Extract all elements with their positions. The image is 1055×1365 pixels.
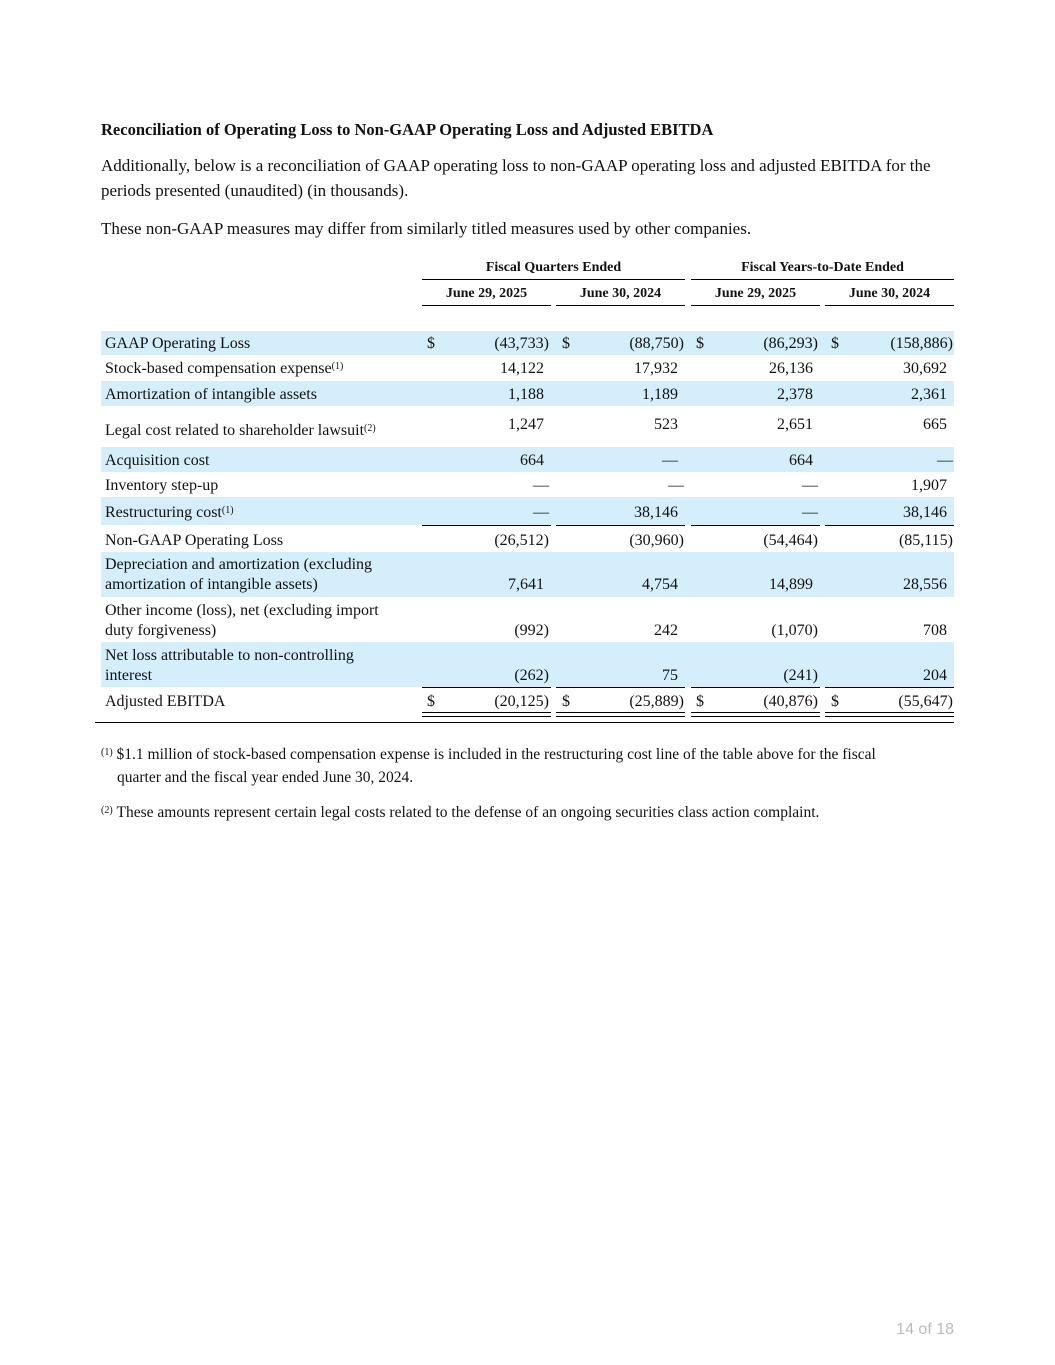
cell-value: 26,136 xyxy=(769,360,813,377)
cell-value: 14,122 xyxy=(500,360,544,377)
currency-symbol: $ xyxy=(696,335,704,352)
cell-value: 30,692 xyxy=(903,360,947,377)
currency-symbol: $ xyxy=(831,693,839,710)
cell-value: 14,899 xyxy=(769,576,813,593)
cell-value: 2,361 xyxy=(911,386,947,403)
column-header-ytd-2024: June 30, 2024 xyxy=(825,286,954,306)
footnote-marker: (1) xyxy=(101,747,113,758)
row-label: Adjusted EBITDA xyxy=(105,693,226,710)
currency-symbol: $ xyxy=(562,335,570,352)
group-header-fiscal-quarters: Fiscal Quarters Ended xyxy=(422,260,685,280)
cell-value: 4,754 xyxy=(642,576,678,593)
row-label: Non-GAAP Operating Loss xyxy=(105,532,284,549)
cell-value: 38,146 xyxy=(634,504,678,521)
cell-value: 7,641 xyxy=(508,576,544,593)
table-row-gaap-operating-loss xyxy=(101,331,954,355)
row-label: Inventory step-up xyxy=(105,477,219,494)
cell-value: 242 xyxy=(654,622,678,639)
row-label: duty forgiveness) xyxy=(105,622,217,639)
row-label: Restructuring cost$^{(1)}$ xyxy=(105,504,234,521)
cell-value: 75 xyxy=(662,667,678,684)
cell-value: (262) xyxy=(514,667,549,684)
table-row-depreciation-amortization xyxy=(101,552,954,597)
table-row-non-controlling-interest xyxy=(101,642,954,687)
table-row-legal-cost xyxy=(101,406,954,447)
subtotal-rule xyxy=(691,525,820,526)
row-label: Legal cost related to shareholder lawsuit$^{(2)}$ xyxy=(105,422,376,439)
subtotal-rule xyxy=(691,687,820,688)
footnote-text: quarter and the fiscal year ended June 30, 2024. xyxy=(117,769,414,786)
currency-symbol: $ xyxy=(427,693,435,710)
cell-value: 204 xyxy=(923,667,947,684)
disclaimer-paragraph: These non-GAAP measures may differ from similarly titled measures used by other companies. xyxy=(101,219,752,238)
footnote-2 xyxy=(101,801,961,824)
cell-value: — xyxy=(937,452,953,469)
column-header-q-2024: June 30, 2024 xyxy=(556,286,685,306)
cell-value: (20,125) xyxy=(494,693,549,710)
column-header-q-2025: June 29, 2025 xyxy=(422,286,551,306)
table-row-other-income xyxy=(101,597,954,642)
footnote-text: These amounts represent certain legal costs related to the defense of an ongoing securities class action complaint. xyxy=(116,804,820,821)
row-label: Net loss attributable to non-controlling xyxy=(105,647,354,664)
group-header-fiscal-ytd: Fiscal Years-to-Date Ended xyxy=(691,260,954,280)
table-row-acquisition-cost xyxy=(101,447,954,472)
cell-value: — xyxy=(662,452,678,469)
table-row-inventory-step-up xyxy=(101,472,954,497)
cell-value: — xyxy=(802,477,818,494)
footnote-marker: (2) xyxy=(101,805,113,816)
total-double-rule xyxy=(825,712,954,717)
cell-value: 1,188 xyxy=(508,386,544,403)
cell-value: 2,651 xyxy=(777,416,813,433)
cell-value: 1,907 xyxy=(911,477,947,494)
cell-value: (992) xyxy=(514,622,549,639)
intro-paragraph: Additionally, below is a reconciliation of GAAP operating loss to non-GAAP operating loss and adjusted EBITDA for the periods presented (unaudited) (in thousands). xyxy=(101,156,931,200)
cell-value: (26,512) xyxy=(494,532,549,549)
subtotal-rule xyxy=(556,687,685,688)
cell-value: — xyxy=(533,477,549,494)
currency-symbol: $ xyxy=(696,693,704,710)
cell-value: 38,146 xyxy=(903,504,947,521)
footnote-text: $1.1 million of stock-based compensation expense is included in the restructuring cost line of the table above for the fiscal xyxy=(116,746,876,763)
footnote-ref: (1) xyxy=(331,361,344,372)
cell-value: 28,556 xyxy=(903,576,947,593)
cell-value: 708 xyxy=(923,622,947,639)
cell-value: 664 xyxy=(520,452,544,469)
row-label: Stock-based compensation expense$^{(1)}$ xyxy=(105,360,344,377)
cell-value: (25,889) xyxy=(629,693,684,710)
row-label: Other income (loss), net (excluding import xyxy=(105,602,379,619)
subtotal-rule xyxy=(422,525,551,526)
currency-symbol: $ xyxy=(562,693,570,710)
row-label: Amortization of intangible assets xyxy=(105,386,317,403)
cell-value: 1,247 xyxy=(508,416,544,433)
cell-value: 2,378 xyxy=(777,386,813,403)
row-label: Depreciation and amortization (excluding xyxy=(105,556,373,573)
cell-value: 523 xyxy=(654,416,678,433)
cell-value: (158,886) xyxy=(890,335,953,352)
currency-symbol: $ xyxy=(427,335,435,352)
cell-value: 1,189 xyxy=(642,386,678,403)
subtotal-rule xyxy=(422,687,551,688)
cell-value: — xyxy=(802,504,818,521)
column-header-ytd-2025: June 29, 2025 xyxy=(691,286,820,306)
cell-value: (43,733) xyxy=(494,335,549,352)
table-row-amortization-intangible xyxy=(101,381,954,406)
cell-value: (54,464) xyxy=(763,532,818,549)
table-row-non-gaap-operating-loss xyxy=(101,527,954,552)
page-number: 14 of 18 xyxy=(896,1321,954,1338)
cell-value: — xyxy=(533,504,549,521)
currency-symbol: $ xyxy=(831,335,839,352)
cell-value: (86,293) xyxy=(763,335,818,352)
cell-value: (55,647) xyxy=(898,693,953,710)
total-double-rule xyxy=(422,712,551,717)
section-heading: Reconciliation of Operating Loss to Non-GAAP Operating Loss and Adjusted EBITDA xyxy=(101,120,714,139)
total-double-rule xyxy=(556,712,685,717)
cell-value: — xyxy=(668,477,684,494)
footnote-ref: (2) xyxy=(364,423,376,434)
row-label: Acquisition cost xyxy=(105,452,210,469)
cell-value: (1,070) xyxy=(771,622,818,639)
cell-value: 17,932 xyxy=(634,360,678,377)
cell-value: (40,876) xyxy=(763,693,818,710)
row-label: interest xyxy=(105,667,153,684)
cell-value: 664 xyxy=(789,452,813,469)
total-double-rule xyxy=(691,712,820,717)
subtotal-rule xyxy=(825,525,954,526)
table-bottom-rule xyxy=(95,722,954,723)
footnote-ref: (1) xyxy=(221,505,234,516)
subtotal-rule xyxy=(825,687,954,688)
cell-value: (30,960) xyxy=(629,532,684,549)
row-label: amortization of intangible assets) xyxy=(105,576,318,593)
cell-value: (88,750) xyxy=(629,335,684,352)
cell-value: (85,115) xyxy=(898,532,953,549)
table-row-adjusted-ebitda xyxy=(101,689,954,714)
subtotal-rule xyxy=(556,525,685,526)
footnote-1 xyxy=(101,743,961,789)
table-row-stock-based-compensation xyxy=(101,355,954,380)
cell-value: (241) xyxy=(783,667,818,684)
table-row-restructuring-cost xyxy=(101,497,954,525)
cell-value: 665 xyxy=(923,416,947,433)
row-label: GAAP Operating Loss xyxy=(105,335,251,352)
